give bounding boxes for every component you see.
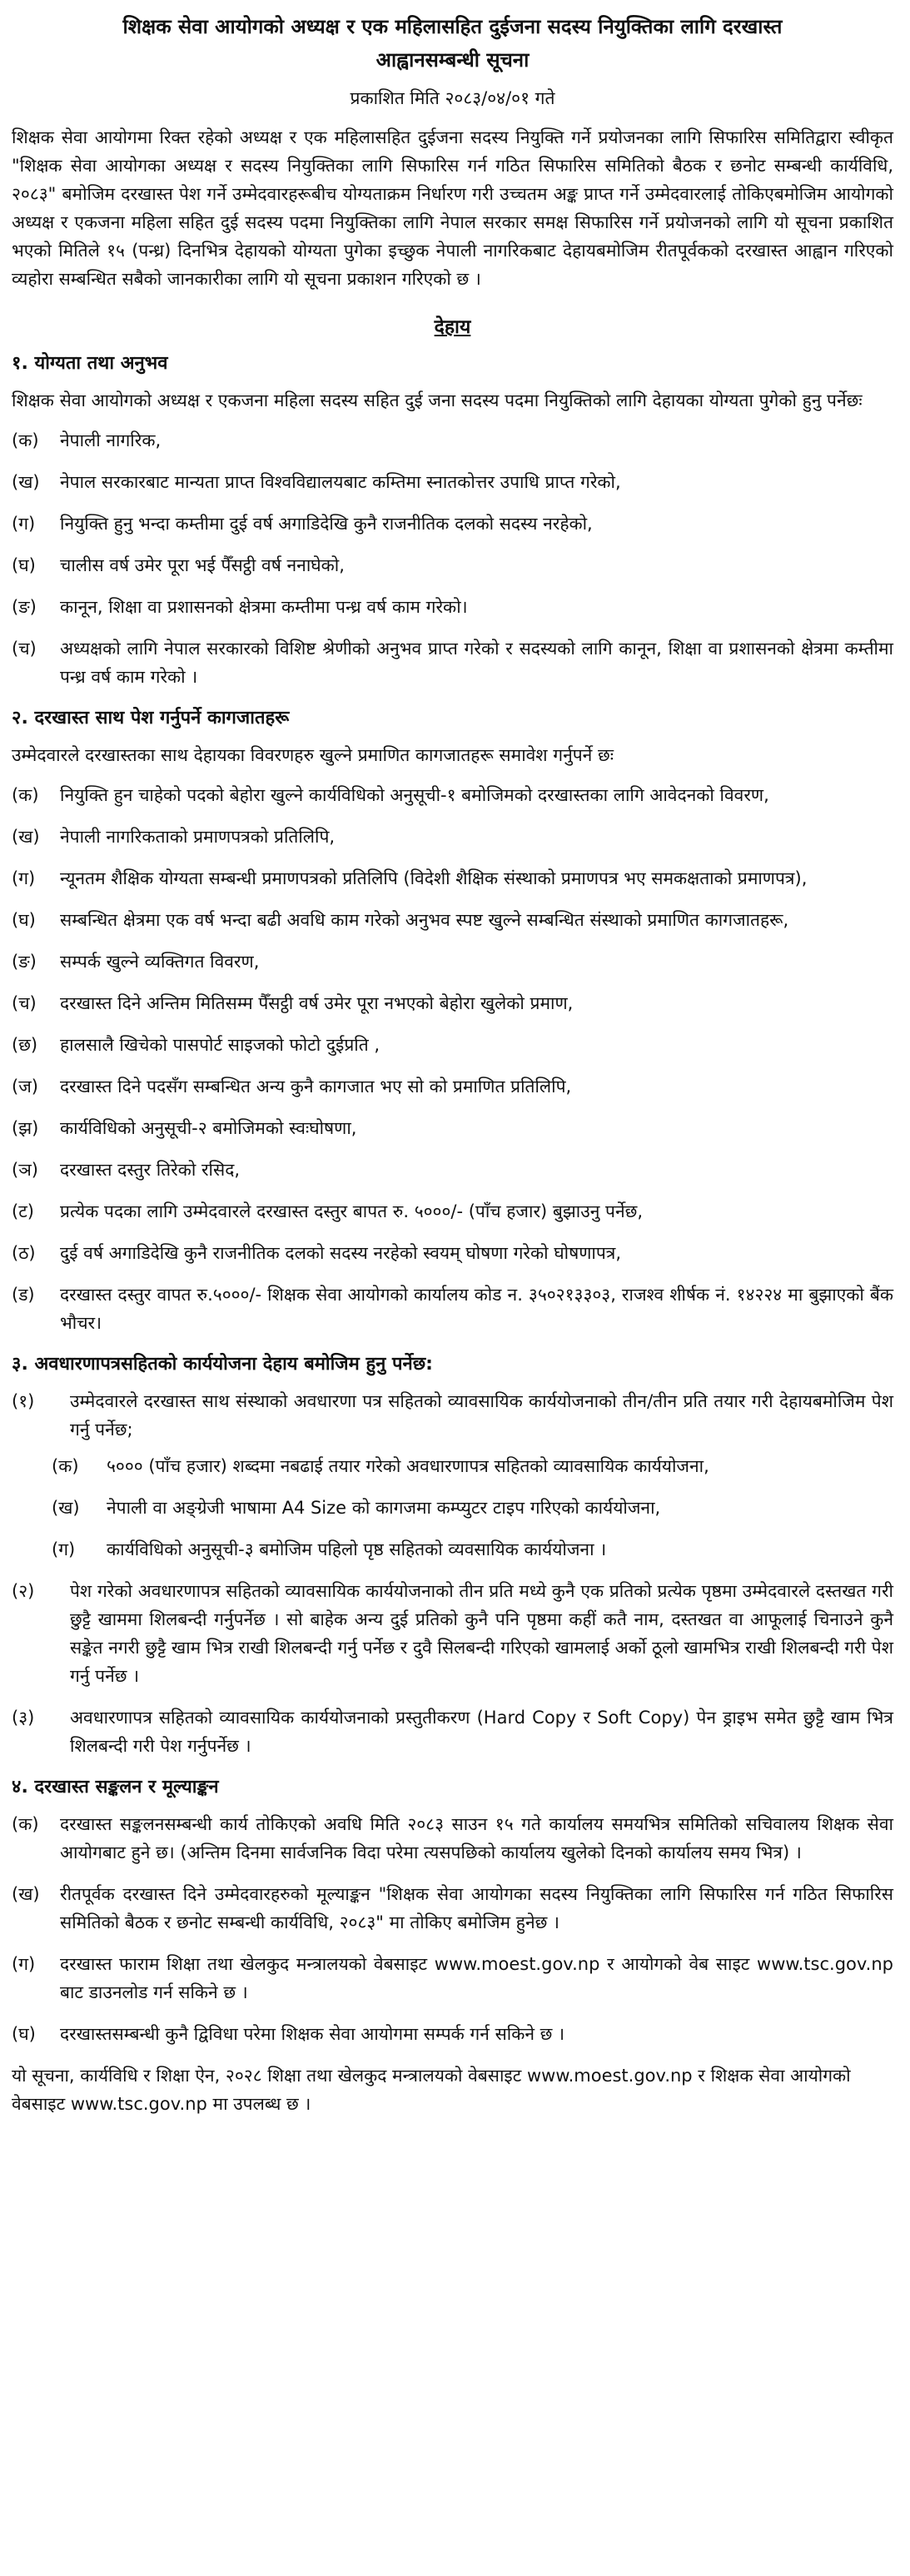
list-item	[12, 906, 893, 934]
list-item	[12, 947, 893, 976]
item-text: हालसालै खिचेको पासपोर्ट साइजको फोटो दुईप्रति ,	[60, 1035, 380, 1055]
item-marker: (क)	[12, 1814, 39, 1834]
item-text: नेपाली नागरिक,	[60, 430, 162, 450]
section-collection-evaluation	[12, 1773, 893, 2118]
item-marker: (ङ)	[12, 597, 37, 617]
item-marker: (ग)	[12, 1954, 36, 1974]
item-text: कानून, शिक्षा वा प्रशासनको क्षेत्रमा कम्तीमा पन्ध्र वर्ष काम गरेको।	[60, 597, 468, 617]
item-text: दरखास्त सङ्कलनसम्बन्धी कार्य तोकिएको अवधि मिति २०८३ साउन १५ गते कार्यालय समयभित्र समितिको सचिवालय शिक्षक सेवा आयोगबाट हुने छ। (अन्तिम दिनमा सार्वजनिक विदा परेमा त्यसपछिको कार्यालय खुलेको दिनको कार्यालय समय भित्र) ।	[60, 1814, 893, 1862]
item-text: कार्यविधिको अनुसूची-३ बमोजिम पहिलो पृष्ठ सहितको व्यवसायिक कार्ययोजना ।	[107, 1539, 607, 1559]
item-text: अध्यक्षको लागि नेपाल सरकारको विशिष्ट श्रेणीको अनुभव प्राप्त गरेको र सदस्यको लागि कानून, शिक्षा वा प्रशासनको क्षेत्रमा कम्तीमा पन्ध्र वर्ष काम गरेको ।	[60, 639, 893, 687]
item-text: दरखास्त दस्तुर तिरेको रसिद,	[60, 1160, 241, 1180]
item-marker: (घ)	[12, 910, 36, 930]
list-item	[12, 1577, 893, 1690]
item-text: नियुक्ति हुनु भन्दा कम्तीमा दुई वर्ष अगाडिदेखि कुनै राजनीतिक दलको सदस्य नरहेको,	[60, 514, 593, 534]
list-item	[12, 989, 893, 1017]
item-text: कार्यविधिको अनुसूची-२ बमोजिमको स्वःघोषणा,	[60, 1118, 357, 1138]
item-text: पेश गरेको अवधारणापत्र सहितको व्यावसायिक कार्ययोजनाको तीन प्रति मध्ये कुनै एक प्रतिको प्रत्येक पृष्ठमा उम्मेदवारले दस्तखत गरी छुट्टै खाममा शिलबन्दी गर्नुपर्नेछ । सो बाहेक अन्य दुई प्रतिको कुनै पनि पृष्ठमा कहीं कतै नाम, दस्तखत वा आफूलाई चिनाउने कुनै सङ्केत नगरी छुट्टै खाम भित्र राखी शिलबन्दी गर्नु पर्नेछ र दुवै सिलबन्दी गरिएको खामलाई अर्को ठूलो खामभित्र राखी शिलबन्दी गरी पेश गर्नु पर्नेछ ।	[70, 1581, 893, 1686]
list-item	[12, 1197, 893, 1226]
list-item	[12, 823, 893, 851]
list-item	[12, 1281, 893, 1337]
notice-title-line1: शिक्षक सेवा आयोगको अध्यक्ष र एक महिलासहित दुईजना सदस्य नियुक्तिका लागि दरखास्त	[122, 15, 783, 38]
section-documents	[12, 704, 893, 1337]
item-text: नेपाली नागरिकताको प्रमाणपत्रको प्रतिलिपि,	[60, 827, 336, 847]
list-item	[12, 1114, 893, 1142]
section-title: ४. दरखास्त सङ्कलन र मूल्याङ्कन	[12, 1777, 219, 1798]
list-item	[12, 551, 893, 579]
item-marker: (ख)	[12, 472, 40, 492]
sub-list-item	[52, 1452, 893, 1480]
item-text: प्रत्येक पदका लागि उम्मेदवारले दरखास्त दस्तुर बापत रु. ५०००/- (पाँच हजार) बुझाउनु पर्नेछ,	[60, 1201, 644, 1221]
section-lead: शिक्षक सेवा आयोगको अध्यक्ष र एकजना महिला सदस्य सहित दुई जना सदस्य पदमा नियुक्तिको लागि देहायका योग्यता पुगेको हुनु पर्नेछः	[12, 390, 863, 410]
item-text: चालीस वर्ष उमेर पूरा भई पैँसट्ठी वर्ष ननाघेको,	[60, 555, 345, 575]
item-text: अवधारणापत्र सहितको व्यावसायिक कार्ययोजनाको प्रस्तुतीकरण (Hard Copy र Soft Copy) पेन ड्राइभ समेत छुट्टै खाम भित्र शिलबन्दी गरी पेश गर्नुपर्नेछ ।	[70, 1708, 893, 1756]
item-marker: (क)	[12, 430, 39, 450]
item-text: रीतपूर्वक दरखास्त दिने उम्मेदवारहरुको मूल्याङ्कन "शिक्षक सेवा आयोगका सदस्य नियुक्तिका लागि सिफारिस गर्न गठित सिफारिस समितिको बैठक र छनोट सम्बन्धी कार्यविधि, २०८३" मा तोकिए बमोजिम हुनेछ ।	[60, 1884, 893, 1932]
list-item	[12, 468, 893, 496]
item-marker: (ग)	[12, 868, 36, 888]
list-item	[12, 510, 893, 538]
item-marker: (ख)	[12, 827, 40, 847]
list-item	[12, 2020, 893, 2048]
list-item	[12, 1950, 893, 2007]
item-marker: (ग)	[52, 1539, 76, 1559]
footer-note: यो सूचना, कार्यविधि र शिक्षा ऐन, २०२८ शिक्षा तथा खेलकुद मन्त्रालयको वेबसाइट www.moest.gov.np र शिक्षक सेवा आयोगको वेबसाइट www.tsc.gov.np मा उपलब्ध छ ।	[12, 2066, 851, 2114]
item-marker: (क)	[12, 785, 39, 805]
item-marker: (३)	[12, 1708, 35, 1728]
list-item	[12, 1880, 893, 1937]
item-text: सम्पर्क खुल्ने व्यक्तिगत विवरण,	[60, 952, 260, 972]
item-marker: (घ)	[12, 2024, 36, 2044]
sub-list-item	[52, 1494, 893, 1522]
item-text: दरखास्तसम्बन्धी कुनै द्विविधा परेमा शिक्षक सेवा आयोगमा सम्पर्क गर्न सकिने छ ।	[60, 2024, 565, 2044]
notice-title-line2: आह्वानसम्बन्धी सूचना	[375, 48, 530, 72]
item-text: नेपाल सरकारबाट मान्यता प्राप्त विश्वविद्यालयबाट कम्तिमा स्नातकोत्तर उपाधि प्राप्त गरेको,	[60, 472, 621, 492]
item-text: नेपाली वा अङ्ग्रेजी भाषामा A4 Size को कागजमा कम्प्युटर टाइप गरिएको कार्ययोजना,	[107, 1498, 661, 1518]
item-text: ५००० (पाँच हजार) शब्दमा नबढाई तयार गरेको अवधारणापत्र सहितको व्यावसायिक कार्ययोजना,	[107, 1456, 709, 1476]
item-text: दुई वर्ष अगाडिदेखि कुनै राजनीतिक दलको सदस्य नरहेको स्वयम् घोषणा गरेको घोषणापत्र,	[60, 1243, 622, 1263]
list-item	[12, 1703, 893, 1760]
item-marker: (ड)	[12, 1285, 35, 1305]
item-text: सम्बन्धित क्षेत्रमा एक वर्ष भन्दा बढी अवधि काम गरेको अनुभव स्पष्ट खुल्ने सम्बन्धित संस्थाको प्रमाणित कागजातहरू,	[60, 910, 789, 930]
item-marker: (१)	[12, 1391, 35, 1411]
section-lead: उम्मेदवारले दरखास्तका साथ देहायका विवरणहरु खुल्ने प्रमाणित कागजातहरू समावेश गर्नुपर्ने छः	[12, 745, 614, 765]
list-item	[12, 634, 893, 691]
section-action-plan	[12, 1350, 893, 1760]
list-item	[12, 1031, 893, 1059]
item-marker: (ठ)	[12, 1243, 36, 1263]
section-eligibility	[12, 350, 893, 691]
intro-paragraph: शिक्षक सेवा आयोगमा रिक्त रहेको अध्यक्ष र एक महिलासहित दुईजना सदस्य नियुक्ति गर्ने प्रयोजनका लागि सिफारिस समितिद्वारा स्वीकृत "शिक्षक सेवा आयोगका अध्यक्ष र सदस्य नियुक्तिका लागि सिफारिस गर्न गठित सिफारिस समितिको बैठक र छनोट सम्बन्धी कार्यविधि, २०८३" बमोजिम दरखास्त पेश गर्ने उम्मेदवारहरूबीच योग्यताक्रम निर्धारण गरी उच्चतम अङ्क प्राप्त गर्ने उम्मेदवारलाई तोकिएबमोजिम आयोगको अध्यक्ष र एकजना महिला सहित दुई सदस्य पदमा नियुक्तिका लागि नेपाल सरकार समक्ष सिफारिस गर्ने प्रयोजनको लागि यो सूचना प्रकाशित भएको मितिले १५ (पन्ध्र) दिनभित्र देहायको योग्यता पुगेका इच्छुक नेपाली नागरिकबाट देहायबमोजिम रीतपूर्वकको दरखास्त आह्वान गरिएको व्यहोरा सम्बन्धित सबैको जानकारीका लागि यो सूचना प्रकाशन गरिएको छ ।	[12, 127, 893, 289]
list-item	[12, 864, 893, 893]
item-text: उम्मेदवारले दरखास्त साथ संस्थाको अवधारणा पत्र सहितको व्यावसायिक कार्ययोजनाको तीन/तीन प्रति तयार गरी देहायबमोजिम पेश गर्नु पर्नेछ;	[70, 1391, 893, 1440]
item-marker: (ञ)	[12, 1160, 38, 1180]
item-marker: (छ)	[12, 1035, 38, 1055]
list-item	[12, 781, 893, 809]
item-text: दरखास्त दस्तुर वापत रु.५०००/- शिक्षक सेवा आयोगको कार्यालय कोड न. ३५०२१३३०३, राजश्व शीर्षक नं. १४२२४ मा बुझाएको बैंक भौचर।	[60, 1285, 893, 1333]
item-text: दरखास्त दिने अन्तिम मितिसम्म पैँसट्ठी वर्ष उमेर पूरा नभएको बेहोरा खुलेको प्रमाण,	[60, 993, 574, 1013]
section-title: २. दरखास्त साथ पेश गर्नुपर्ने कागजातहरू	[12, 708, 290, 729]
section-title: १. योग्यता तथा अनुभव	[12, 353, 168, 374]
list-item	[12, 593, 893, 621]
item-marker: (ग)	[12, 514, 36, 534]
list-item	[12, 1156, 893, 1184]
list-item	[12, 1072, 893, 1101]
item-text: नियुक्ति हुन चाहेको पदको बेहोरा खुल्ने कार्यविधिको अनुसूची-१ बमोजिमको दरखास्तका लागि आवेदनको विवरण,	[60, 785, 769, 805]
item-marker: (क)	[52, 1456, 79, 1476]
item-text: न्यूनतम शैक्षिक योग्यता सम्बन्धी प्रमाणपत्रको प्रतिलिपि (विदेशी शैक्षिक संस्थाको प्रमाणपत्र भए समकक्षताको प्रमाणपत्र),	[60, 868, 808, 888]
list-item	[12, 426, 893, 455]
item-marker: (ङ)	[12, 952, 37, 972]
item-text: दरखास्त फाराम शिक्षा तथा खेलकुद मन्त्रालयको वेबसाइट www.moest.gov.np र आयोगको वेब साइट www.tsc.gov.np बाट डाउनलोड गर्न सकिने छ ।	[60, 1954, 893, 2002]
list-item	[12, 1387, 893, 1444]
list-item	[12, 1810, 893, 1867]
item-marker: (ख)	[52, 1498, 80, 1518]
item-marker: (घ)	[12, 555, 36, 575]
item-marker: (च)	[12, 639, 37, 659]
item-marker: (ज)	[12, 1077, 38, 1097]
item-marker: (२)	[12, 1581, 35, 1601]
section-title: ३. अवधारणापत्रसहितको कार्ययोजना देहाय बमोजिम हुनु पर्नेछ:	[12, 1354, 433, 1375]
published-date: प्रकाशित मिति २०८३/०४/०१ गते	[350, 88, 555, 108]
sub-list-item	[52, 1535, 893, 1564]
item-marker: (ख)	[12, 1884, 40, 1904]
list-item	[12, 1239, 893, 1267]
item-text: दरखास्त दिने पदसँग सम्बन्धित अन्य कुनै कागजात भए सो को प्रमाणित प्रतिलिपि,	[60, 1077, 572, 1097]
details-heading: देहाय	[434, 316, 471, 338]
item-marker: (ट)	[12, 1201, 34, 1221]
item-marker: (च)	[12, 993, 37, 1013]
item-marker: (झ)	[12, 1118, 39, 1138]
